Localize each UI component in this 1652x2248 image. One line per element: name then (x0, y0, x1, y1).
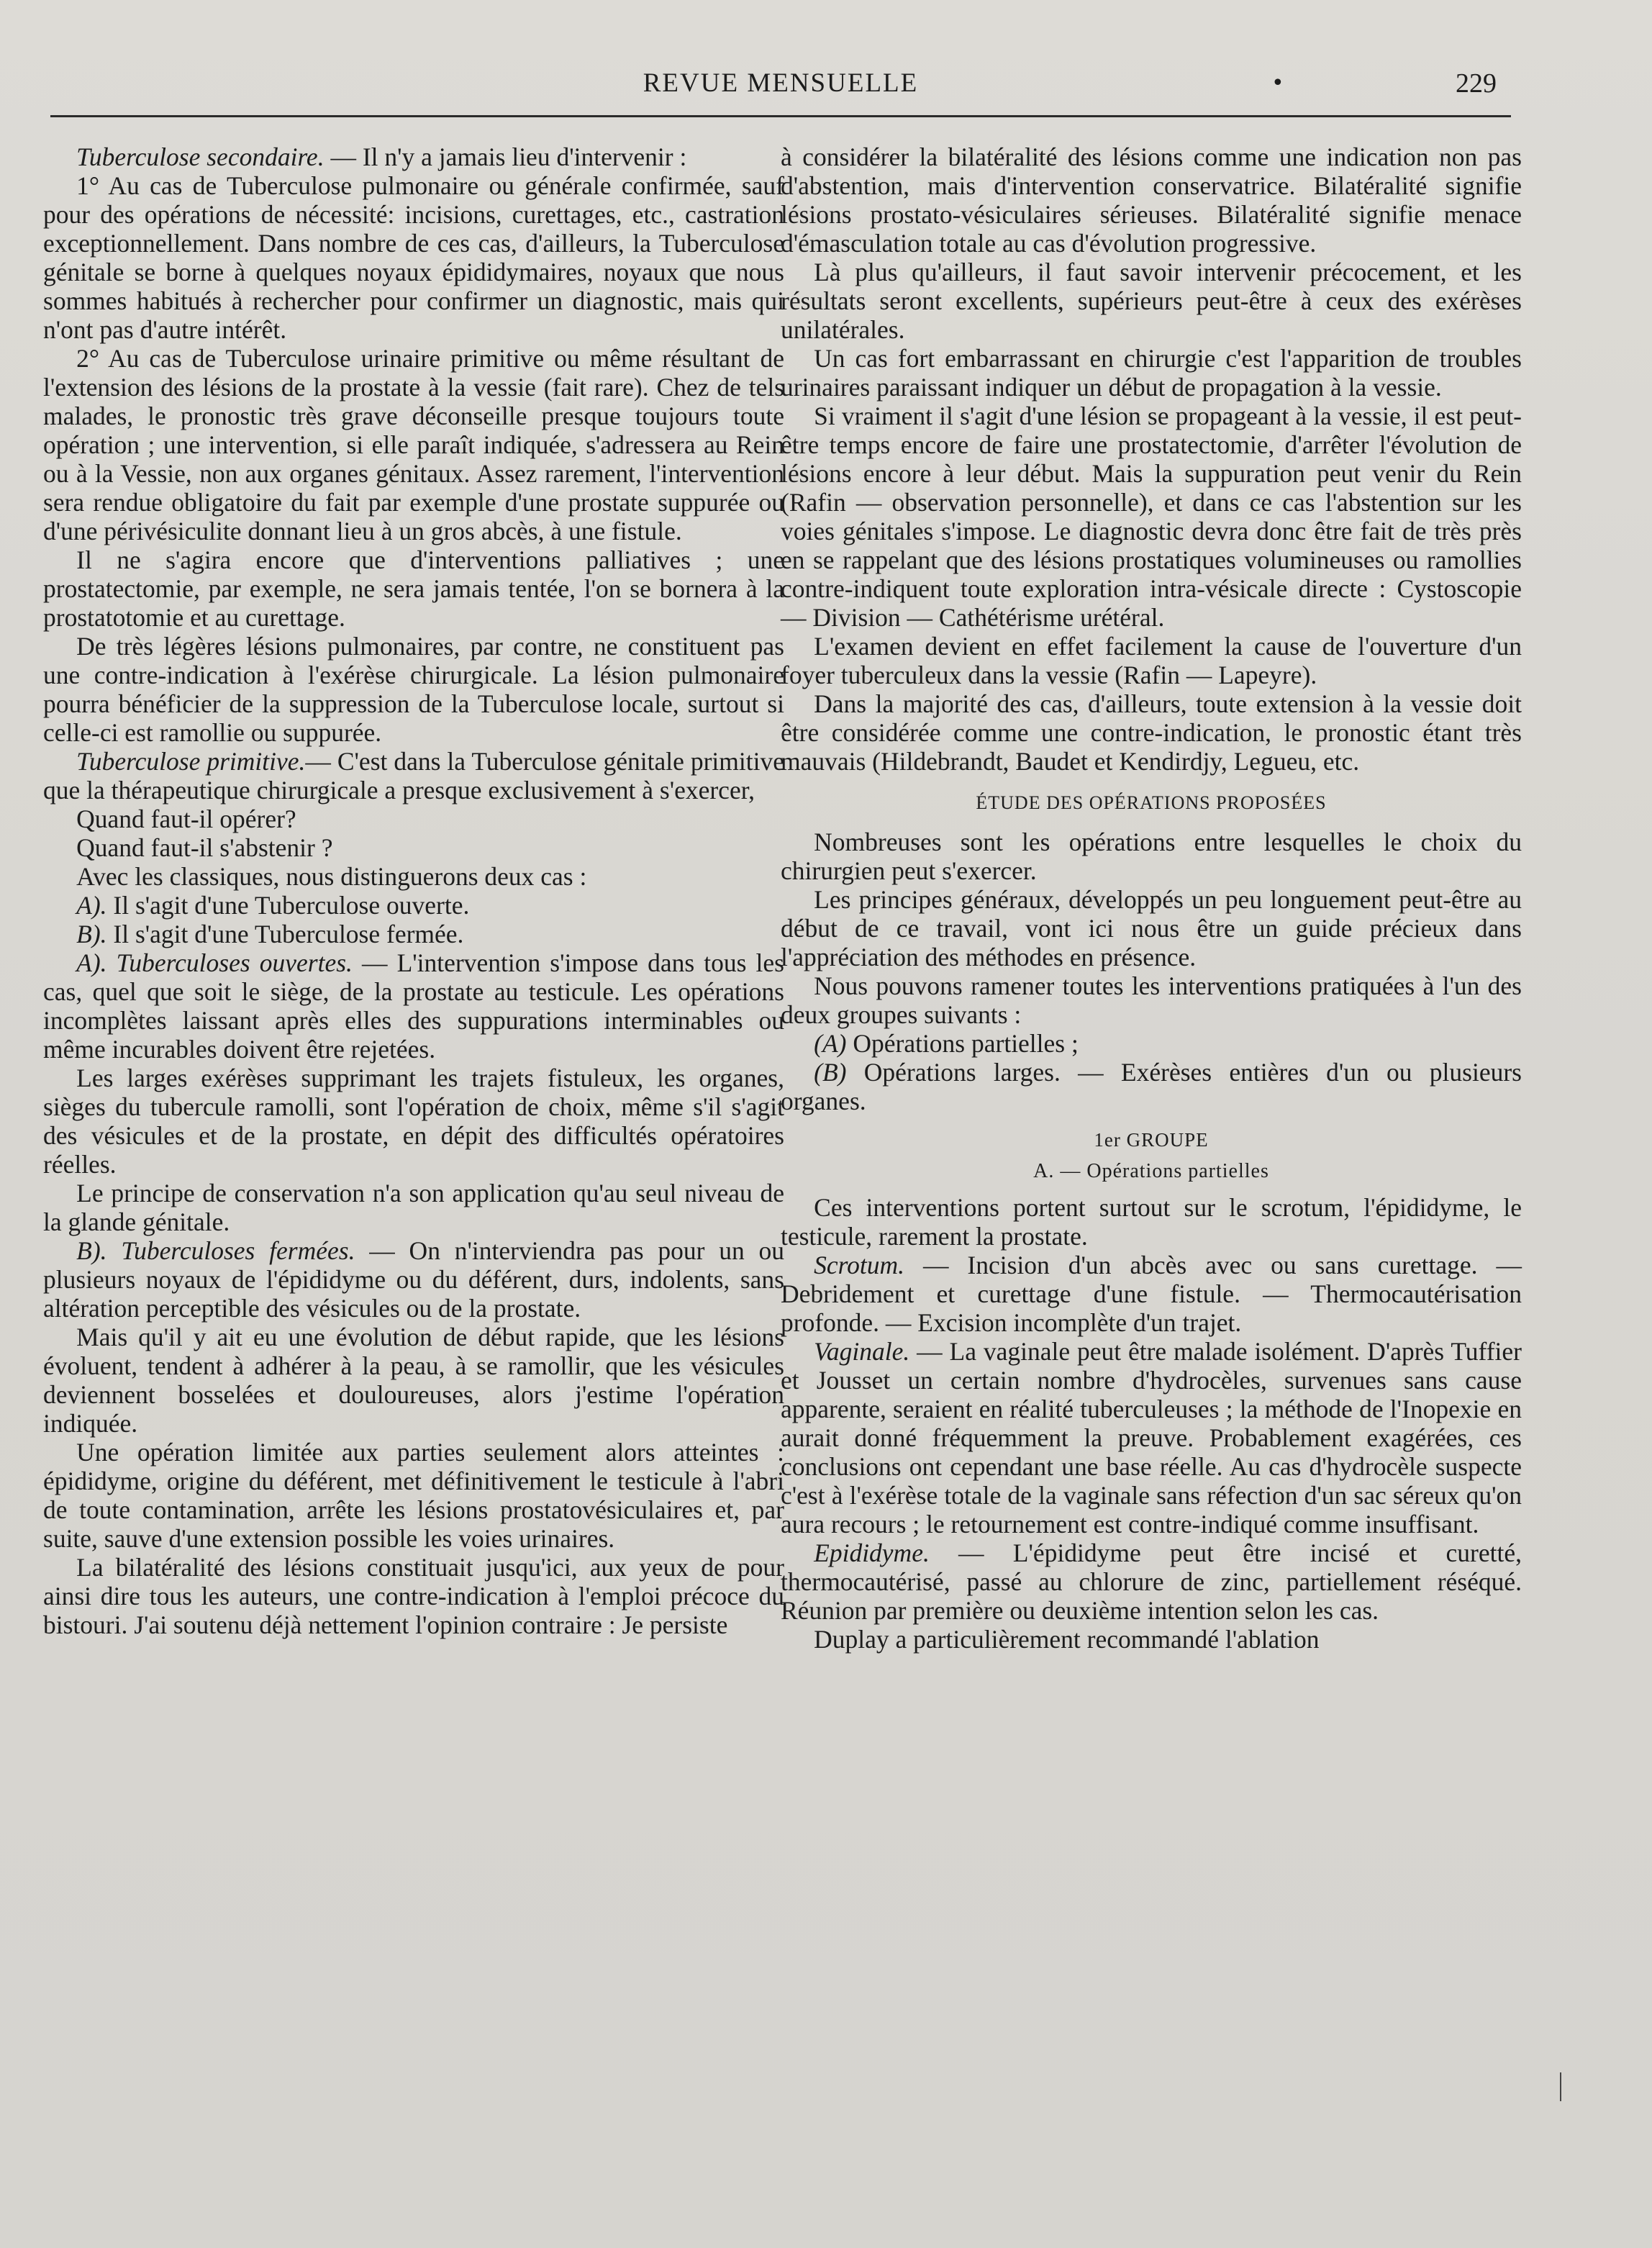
paragraph-text: Il s'agit d'une Tuberculose fermée. (106, 920, 464, 948)
paragraph (43, 1323, 784, 1438)
paragraph-text: — C'est dans la Tuberculose génitale primitive que la thérapeutique chirurgicale a presque exclusivement à s'exercer, (43, 747, 784, 805)
paragraph-text: Mais qu'il y ait eu une évolution de début rapide, que les lésions évoluent, tendent à adhérer à la peau, à se ramollir, que les vésicules deviennent bosselées et douloureuses, alors j'estime l'opération indiquée. (43, 1323, 784, 1438)
paragraph (43, 891, 784, 920)
paragraph-text: Duplay a particulièrement recommandé l'ablation (814, 1625, 1320, 1654)
paragraph-text: — La vaginale peut être malade isolément. D'après Tuffier et Jousset un certain nombre d'hydrocèles, survenues sans cause apparente, seraient en réalité tuberculeuses ; la méthode de l'Inopexie en aurait donné fréquemment la preuve. Probablement exagérées, ces conclusions ont cependant une base réelle. Au cas d'hydrocèle suspecte c'est à l'exérèse totale de la vaginale sans réfection d'un sac séreux qu'on aura recours ; le retournement est contre-indiqué comme insuffisant. (781, 1337, 1522, 1538)
paragraph (781, 258, 1522, 344)
running-header (50, 63, 1511, 106)
paragraph-text: La bilatéralité des lésions constituait jusqu'ici, aux yeux de pour ainsi dire tous les auteurs, une contre-indication à l'emploi précoce du bistouri. J'ai soutenu déjà nettement l'opinion contraire : Je persiste (43, 1553, 784, 1639)
paragraph (781, 1625, 1522, 1654)
paragraph-text: Dans la majorité des cas, d'ailleurs, toute extension à la vessie doit être considérée comme une contre-indication, le pronostic étant très mauvais (Hildebrandt, Baudet et Kendirdjy, Legueu, etc. (781, 689, 1522, 776)
ink-dot: • (1271, 71, 1284, 96)
paragraph-lead: B). (76, 920, 107, 948)
paragraph (43, 747, 784, 805)
paragraph-lead: B). Tuberculoses fermées. (76, 1236, 355, 1265)
paragraph (781, 344, 1522, 402)
paragraph (43, 1179, 784, 1236)
paragraph (781, 1029, 1522, 1058)
paragraph-text: Un cas fort embarrassant en chirurgie c'est l'apparition de troubles urinaires paraissant indiquer un début de propagation à la vessie. (781, 344, 1522, 402)
page-number: 229 (1456, 68, 1497, 99)
paragraph (43, 545, 784, 632)
paragraph-text: Nombreuses sont les opérations entre lesquelles le choix du chirurgien peut s'exercer. (781, 828, 1522, 885)
paragraph-lead: Tuberculose primitive. (76, 747, 306, 776)
paragraph (43, 632, 784, 747)
paragraph-lead: Vaginale. (814, 1337, 910, 1366)
margin-mark (1560, 2072, 1561, 2101)
paragraph-text: — L'épididyme peut être incisé et curetté, thermocautérisé, passé au chlorure de zinc, partiellement réséqué. Réunion par première ou deuxième intention selon les cas. (781, 1538, 1522, 1625)
paragraph (43, 805, 784, 833)
paragraph-text: Si vraiment il s'agit d'une lésion se propageant à la vessie, il est peut-être temps encore de faire une prostatectomie, d'arrêter l'évolution de lésions encore à leur début. Mais la suppuration peut venir du Rein (Rafin — observation personnelle), et dans ce cas l'abstention sur les voies génitales s'impose. Le diagnostic devra donc être fait de très près en se rappelant que des lésions prostatiques volumineuses ou ramollies contre-indiquent toute exploration intra-vésicale directe : Cystoscopie — Division — Cathétérisme urétéral. (781, 402, 1522, 632)
paragraph-text: Là plus qu'ailleurs, il faut savoir intervenir précocement, et les résultats seront excellents, supérieurs peut-être à ceux des exérèses unilatérales. (781, 258, 1522, 344)
paragraph (781, 632, 1522, 689)
paragraph-lead: (B) (814, 1058, 847, 1087)
paragraph-text: Opérations larges. — Exérèses entières d'un ou plusieurs organes. (781, 1058, 1522, 1115)
paragraph-text: Ces interventions portent surtout sur le scrotum, l'épididyme, le testicule, rarement la prostate. (781, 1193, 1522, 1251)
paragraph (43, 344, 784, 545)
paragraph-lead: A). Tuberculoses ouvertes. (76, 948, 353, 977)
paragraph (781, 689, 1522, 776)
paragraph-text: 1° Au cas de Tuberculose pulmonaire ou générale confirmée, sauf pour des opérations de nécessité: incisions, curettages, etc., castration exceptionnellement. Dans nombre de ces cas, d'ailleurs, la Tuberculose génitale se borne à quelques noyaux épididymaires, noyaux que nous sommes habitués à rechercher pour confirmer un diagnostic, mais qui n'ont pas d'autre intérêt. (43, 171, 784, 344)
paragraph (43, 1553, 784, 1639)
section-heading: 1er GROUPE (1094, 1129, 1209, 1151)
paragraph (43, 1236, 784, 1323)
paragraph-text: — On n'interviendra pas pour un ou plusieurs noyaux de l'épididyme ou du déférent, durs, indolents, sans altération perceptible des vésicules ou de la prostate. (43, 1236, 784, 1323)
header-rule (50, 115, 1511, 117)
section-heading: ÉTUDE DES OPÉRATIONS PROPOSÉES (976, 792, 1327, 813)
paragraph (781, 1337, 1522, 1538)
paragraph-text: De très légères lésions pulmonaires, par contre, ne constituent pas une contre-indication à l'exérèse chirurgicale. La lésion pulmonaire pourra bénéficier de la suppression de la Tuberculose locale, surtout si celle-ci est ramollie ou suppurée. (43, 632, 784, 747)
paragraph (43, 833, 784, 862)
paragraph-text: Il s'agit d'une Tuberculose ouverte. (106, 891, 470, 920)
paragraph (43, 1438, 784, 1553)
paragraph (43, 920, 784, 948)
paragraph-text: Nous pouvons ramener toutes les interventions pratiquées à l'un des deux groupes suivants : (781, 971, 1522, 1029)
paragraph-text: — L'intervention s'impose dans tous les cas, quel que soit le siège, de la prostate au testicule. Les opérations incomplètes laissant après elles des suppurations interminables ou même incurables doivent être rejetées. (43, 948, 784, 1064)
paragraph (781, 402, 1522, 632)
left-column (43, 142, 784, 1639)
paragraph-text: Opérations partielles ; (846, 1029, 1079, 1058)
paragraph (43, 171, 784, 344)
paragraph-text: Avec les classiques, nous distinguerons deux cas : (76, 862, 587, 891)
paragraph (43, 1064, 784, 1179)
paragraph (781, 1193, 1522, 1251)
paragraph-lead: Tuberculose secondaire. (76, 142, 324, 171)
paragraph-text: Il ne s'agira encore que d'interventions palliatives ; une prostatectomie, par exemple, ne sera jamais tentée, l'on se bornera à la prostatotomie et au curettage. (43, 545, 784, 632)
paragraph-text: 2° Au cas de Tuberculose urinaire primitive ou même résultant de l'extension des lésions de la prostate à la vessie (fait rare). Chez de tels malades, le pronostic très grave déconseille presque toujours toute opération ; une intervention, si elle paraît indiquée, s'adressera au Rein ou à la Vessie, non aux organes génitaux. Assez rarement, l'intervention sera rendue obligatoire du fait par exemple d'une prostate suppurée ou d'une périvésiculite donnant lieu à un gros abcès, à une fistule. (43, 344, 784, 545)
paragraph-text: Les principes généraux, développés un peu longuement peut-être au début de ce travail, vont ici nous être un guide précieux dans l'appréciation des méthodes en présence. (781, 885, 1522, 971)
paragraph (781, 1058, 1522, 1115)
paragraph-text: Les larges exérèses supprimant les trajets fistuleux, les organes, sièges du tubercule ramolli, sont l'opération de choix, même s'il s'agit des vésicules et de la prostate, en dépit des difficultés opératoires réelles. (43, 1064, 784, 1179)
journal-title: REVUE MENSUELLE (643, 68, 919, 98)
paragraph-text: L'examen devient en effet facilement la cause de l'ouverture d'un foyer tuberculeux dans la vessie (Rafin — Lapeyre). (781, 632, 1522, 689)
paragraph (781, 828, 1522, 885)
paragraph-lead: A). (76, 891, 107, 920)
section-heading: A. — Opérations partielles (1033, 1160, 1269, 1182)
paragraph-text: Quand faut-il opérer? (76, 805, 296, 833)
paragraph (43, 948, 784, 1064)
paragraph (781, 142, 1522, 258)
paragraph-text: — Il n'y a jamais lieu d'intervenir : (324, 142, 687, 171)
right-column (781, 142, 1522, 1654)
paragraph-text: Une opération limitée aux parties seulement alors atteintes : épididyme, origine du déférent, met définitivement le testicule à l'abri de toute contamination, arrête les lésions prostatovésiculaires et, par suite, sauve d'une extension possible les voies urinaires. (43, 1438, 784, 1553)
paragraph (781, 1538, 1522, 1625)
paragraph (781, 971, 1522, 1029)
paragraph (43, 862, 784, 891)
paragraph-text: Le principe de conservation n'a son application qu'au seul niveau de la glande génitale. (43, 1179, 784, 1236)
paragraph-text: Quand faut-il s'abstenir ? (76, 833, 333, 862)
paragraph (43, 142, 784, 171)
paragraph-lead: (A) (814, 1029, 847, 1058)
paragraph-lead: Scrotum. (814, 1251, 905, 1279)
paragraph-lead: Epididyme. (814, 1538, 930, 1567)
paragraph-text: — Incision d'un abcès avec ou sans curettage. — Debridement et curettage d'une fistule. — Thermocautérisation profonde. — Excision incomplète d'un trajet. (781, 1251, 1522, 1337)
paragraph-text: à considérer la bilatéralité des lésions comme une indication non pas d'abstention, mais d'intervention conservatrice. Bilatéralité signifie lésions prostato-vésiculaires sérieuses. Bilatéralité signifie menace d'émasculation totale au cas d'évolution progressive. (781, 142, 1522, 258)
paragraph (781, 1251, 1522, 1337)
paragraph (781, 885, 1522, 971)
